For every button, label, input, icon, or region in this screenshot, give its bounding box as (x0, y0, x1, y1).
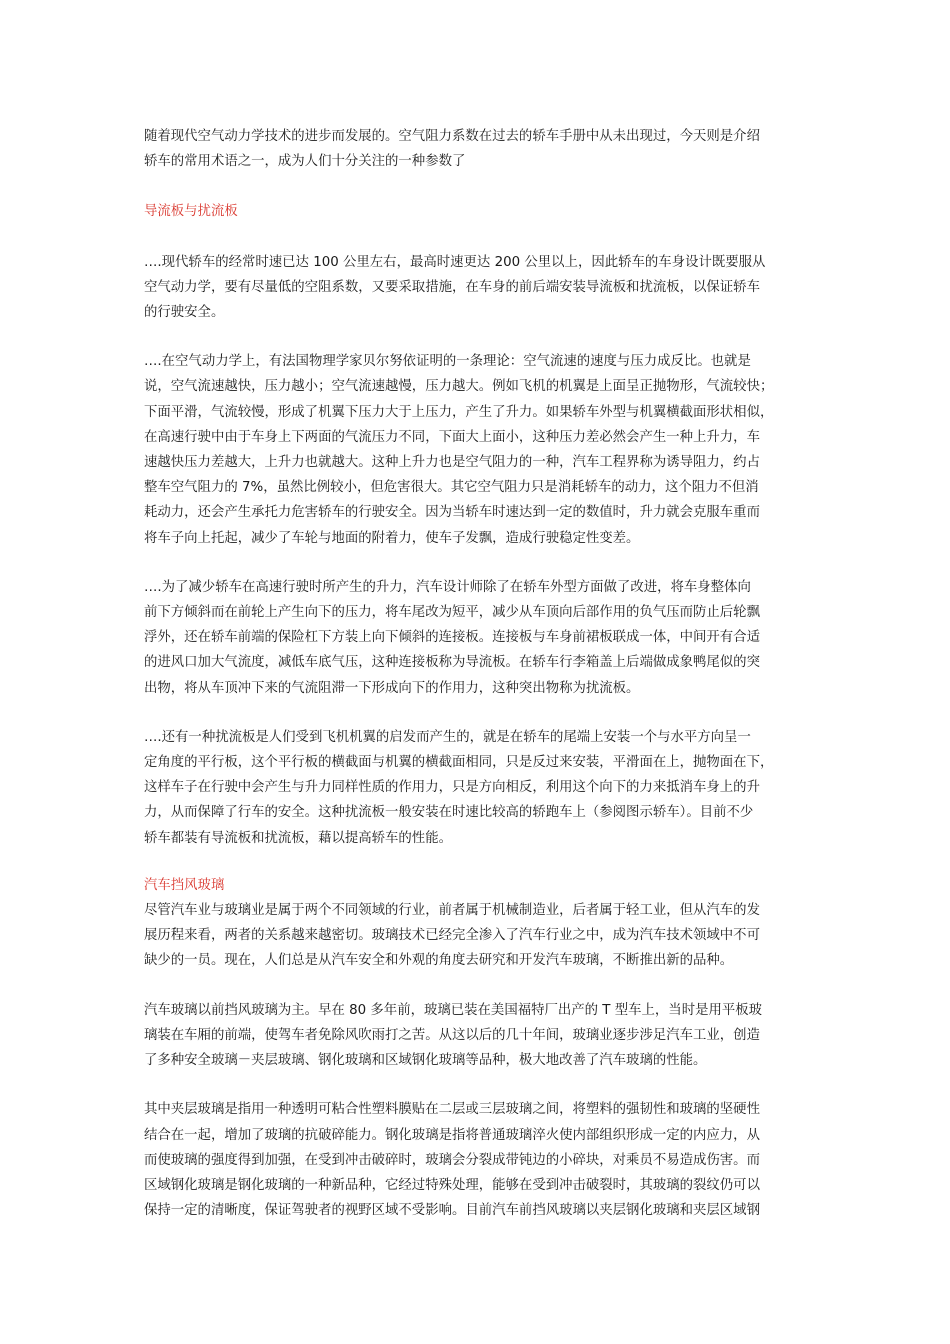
document-page (144, 124, 814, 1223)
body-paragraph: ….为了减少轿车在高速行驶时所产生的升力，汽车设计师除了在轿车外型方面做了改进，将车身整体向 前下方倾斜而在前轮上产生向下的压力，将车尾改为短平，减少从车顶向后部作用的负气压而防止后轮飘 浮外，还在轿车前端的保险杠下方装上向下倾斜的连接板。连接板与车身前裙板联成一体，中间开有合适 的进风口加大气流度，减低车底气压，这种连接板称为导流板。在轿车行李箱盖上后端做成象鸭尾似的突 出物，将从车顶冲下来的气流阻滞一下形成向下的作用力，这种突出物称为扰流板。 (144, 579, 760, 696)
body-paragraph: ….在空气动力学上，有法国物理学家贝尔努依证明的一条理论：空气流速的速度与压力成反比。也就是 说，空气流速越快，压力越小；空气流速越慢，压力越大。例如飞机的机翼是上面呈正抛物形，气流较快； 下面平滑，气流较慢，形成了机翼下压力大于上压力，产生了升力。如果轿车外型与机翼横截面形状相似， 在高速行驶中由于车身上下两面的气流压力不同，下面大上面小，这种压力差必然会产生一种上升力，车 速越快压力差越大，上升力也就越大。这种上升力也是空气阻力的一种，汽车工程界称为诱导阻力，约占 整车空气阻力的 7%，虽然比例较小，但危害很大。其它空气阻力只是消耗轿车的动力，这个阻力不但消 耗动力，还会产生承托力危害轿车的行驶安全。因为当轿车时速达到一定的数值时，升力就会克服车重而 将车子向上托起，减少了车轮与地面的附着力，使车子发飘，造成行驶稳定性变差。 (144, 354, 774, 546)
body-paragraph: 汽车玻璃以前挡风玻璃为主。早在 80 多年前，玻璃已装在美国福特厂出产的 T 型车上，当时是用平板玻 璃装在车厢的前端，使驾车者免除风吹雨打之苦。从这以后的几十年间，玻璃业逐步涉足汽车工业，创造 了多种安全玻璃－夹层玻璃、钢化玻璃和区域钢化玻璃等品种，极大地改善了汽车玻璃的性能。 (144, 1002, 763, 1069)
body-paragraph: 其中夹层玻璃是指用一种透明可粘合性塑料膜贴在二层或三层玻璃之间，将塑料的强韧性和玻璃的坚硬性 结合在一起，增加了玻璃的抗破碎能力。钢化玻璃是指将普通玻璃淬火使内部组织形成一定的内应力，从 而使玻璃的强度得到加强，在受到冲击破碎时，玻璃会分裂成带钝边的小碎块，对乘员不易造成伤害。而 区域钢化玻璃是钢化玻璃的一种新品种，它经过特殊处理，能够在受到冲击破裂时，其玻璃的裂纹仍可以 保持一定的清晰度，保证驾驶者的视野区域不受影响。目前汽车前挡风玻璃以夹层钢化玻璃和夹层区域钢 (144, 1102, 760, 1219)
body-paragraph: ….现代轿车的经常时速已达 100 公里左右，最高时速更达 200 公里以上，因此轿车的车身设计既要服从 空气动力学，要有尽量低的空阻系数，又要采取措施，在车身的前后端安装导流板和扰流板，以保证轿车 的行驶安全。 (144, 254, 766, 321)
body-paragraph: 尽管汽车业与玻璃业是属于两个不同领域的行业，前者属于机械制造业，后者属于轻工业，但从汽车的发 展历程来看，两者的关系越来越密切。玻璃技术已经完全渗入了汽车行业之中，成为汽车技术领域中不可 缺少的一员。现在，人们总是从汽车安全和外观的角度去研究和开发汽车玻璃，不断推出新的品种。 (144, 903, 760, 969)
section-heading-windshield: 汽车挡风玻璃 (144, 877, 225, 893)
body-paragraph: ….还有一种扰流板是人们受到飞机机翼的启发而产生的，就是在轿车的尾端上安装一个与水平方向呈一 定角度的平行板，这个平行板的横截面与机翼的横截面相同，只是反过来安装，平滑面在上，抛物面在下， 这样车子在行驶中会产生与升力同样性质的作用力，只是方向相反，利用这个向下的力来抵消车身上的升 力，从而保障了行车的安全。这种扰流板一般安装在时速比较高的轿跑车上（参阅图示轿车）。目前不少 轿车都装有导流板和扰流板，藉以提高轿车的性能。 (144, 729, 774, 846)
intro-paragraph: 随着现代空气动力学技术的进步而发展的。空气阻力系数在过去的轿车手册中从未出现过，今天则是介绍 轿车的常用术语之一，成为人们十分关注的一种参数了 (144, 129, 760, 170)
section-heading-deflector-spoiler: 导流板与扰流板 (144, 204, 238, 220)
